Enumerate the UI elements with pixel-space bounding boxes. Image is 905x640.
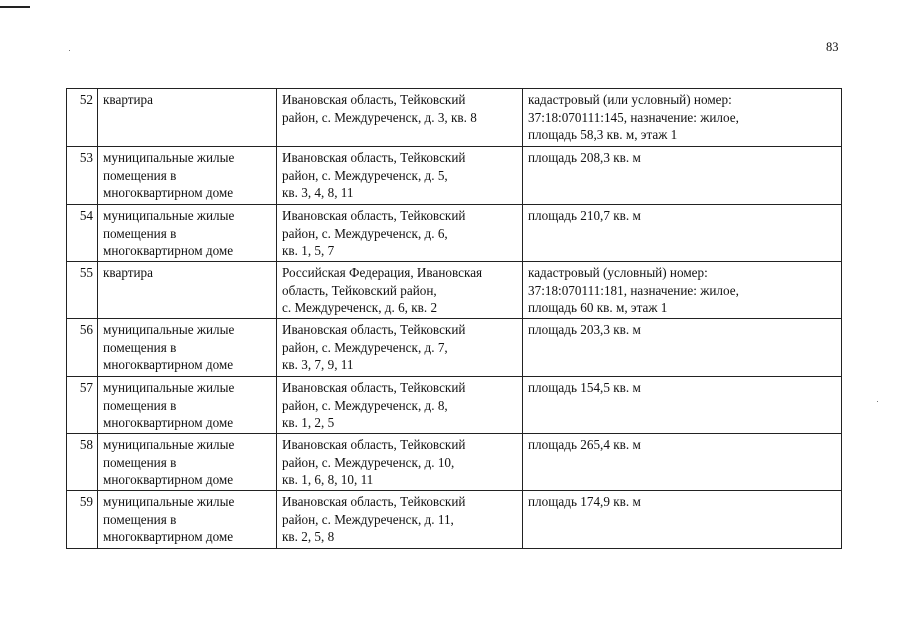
row-number: 59 [67, 491, 98, 549]
object-name: квартира [98, 262, 277, 319]
object-name: муниципальные жилые помещения в многоквартирном доме [98, 434, 277, 491]
row-number: 58 [67, 434, 98, 491]
object-name: муниципальные жилые помещения в многоквартирном доме [98, 377, 277, 434]
table-row [67, 491, 842, 549]
object-address: Ивановская область, Тейковский район, с. Междуреченск, д. 10, кв. 1, 6, 8, 10, 11 [277, 434, 523, 491]
object-info: кадастровый (или условный) номер: 37:18:070111:145, назначение: жилое, площадь 58,3 кв. м, этаж 1 [523, 89, 842, 147]
table-row [67, 205, 842, 262]
table-row [67, 147, 842, 205]
row-number: 53 [67, 147, 98, 205]
table-row [67, 319, 842, 377]
row-number: 56 [67, 319, 98, 377]
object-name: квартира [98, 89, 277, 147]
table-row [67, 89, 842, 147]
row-number: 54 [67, 205, 98, 262]
object-address: Ивановская область, Тейковский район, с. Междуреченск, д. 5, кв. 3, 4, 8, 11 [277, 147, 523, 205]
page-number: 83 [826, 40, 839, 54]
property-table-body [67, 89, 842, 549]
object-info: кадастровый (условный) номер: 37:18:070111:181, назначение: жилое, площадь 60 кв. м, этаж 1 [523, 262, 842, 319]
object-info: площадь 203,3 кв. м [523, 319, 842, 377]
object-info: площадь 174,9 кв. м [523, 491, 842, 549]
object-address: Ивановская область, Тейковский район, с. Междуреченск, д. 8, кв. 1, 2, 5 [277, 377, 523, 434]
scan-speck [69, 50, 70, 51]
object-info: площадь 265,4 кв. м [523, 434, 842, 491]
object-name: муниципальные жилые помещения в многоквартирном доме [98, 491, 277, 549]
object-address: Ивановская область, Тейковский район, с. Междуреченск, д. 3, кв. 8 [277, 89, 523, 147]
object-address: Российская Федерация, Ивановская область, Тейковский район, с. Междуреченск, д. 6, кв. 2 [277, 262, 523, 319]
table-row [67, 377, 842, 434]
object-info: площадь 154,5 кв. м [523, 377, 842, 434]
object-address: Ивановская область, Тейковский район, с. Междуреченск, д. 7, кв. 3, 7, 9, 11 [277, 319, 523, 377]
row-number: 52 [67, 89, 98, 147]
object-info: площадь 208,3 кв. м [523, 147, 842, 205]
object-address: Ивановская область, Тейковский район, с. Междуреченск, д. 11, кв. 2, 5, 8 [277, 491, 523, 549]
scan-corner-mark [0, 6, 30, 8]
table-row [67, 262, 842, 319]
row-number: 57 [67, 377, 98, 434]
property-table [66, 88, 842, 549]
object-info: площадь 210,7 кв. м [523, 205, 842, 262]
scan-speck [877, 401, 878, 402]
object-name: муниципальные жилые помещения в многоквартирном доме [98, 319, 277, 377]
table-row [67, 434, 842, 491]
row-number: 55 [67, 262, 98, 319]
object-address: Ивановская область, Тейковский район, с. Междуреченск, д. 6, кв. 1, 5, 7 [277, 205, 523, 262]
object-name: муниципальные жилые помещения в многоквартирном доме [98, 147, 277, 205]
object-name: муниципальные жилые помещения в многоквартирном доме [98, 205, 277, 262]
